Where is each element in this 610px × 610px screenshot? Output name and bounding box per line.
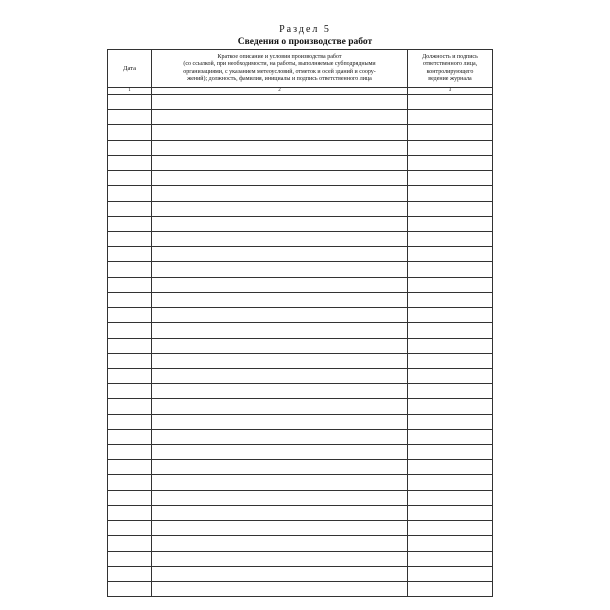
table-row bbox=[108, 536, 493, 551]
description-cell bbox=[152, 323, 408, 338]
description-cell bbox=[152, 308, 408, 323]
date-cell bbox=[108, 429, 152, 444]
description-cell bbox=[152, 521, 408, 536]
section-title: Раздел 5 bbox=[279, 24, 331, 35]
description-cell bbox=[152, 475, 408, 490]
table-row bbox=[108, 445, 493, 460]
date-cell bbox=[108, 566, 152, 581]
signature-cell bbox=[408, 247, 493, 262]
description-cell bbox=[152, 551, 408, 566]
date-cell bbox=[108, 475, 152, 490]
header-date-text: Дата bbox=[123, 64, 136, 72]
date-cell bbox=[108, 536, 152, 551]
table-row bbox=[108, 368, 493, 383]
table-row bbox=[108, 582, 493, 597]
date-cell bbox=[108, 323, 152, 338]
signature-cell bbox=[408, 262, 493, 277]
signature-cell bbox=[408, 338, 493, 353]
date-cell bbox=[108, 399, 152, 414]
table-row bbox=[108, 186, 493, 201]
description-cell bbox=[152, 201, 408, 216]
date-cell bbox=[108, 338, 152, 353]
signature-cell bbox=[408, 384, 493, 399]
signature-cell bbox=[408, 353, 493, 368]
column-number-3: 3 bbox=[408, 88, 493, 95]
signature-cell bbox=[408, 308, 493, 323]
date-cell bbox=[108, 505, 152, 520]
table-row bbox=[108, 292, 493, 307]
date-cell bbox=[108, 155, 152, 170]
date-cell bbox=[108, 582, 152, 597]
header-responsible-line-2: ответственного лица, bbox=[422, 61, 478, 68]
signature-cell bbox=[408, 323, 493, 338]
date-cell bbox=[108, 186, 152, 201]
date-cell bbox=[108, 414, 152, 429]
description-cell bbox=[152, 490, 408, 505]
signature-cell bbox=[408, 292, 493, 307]
description-cell bbox=[152, 277, 408, 292]
date-cell bbox=[108, 521, 152, 536]
table-row bbox=[108, 95, 493, 110]
date-cell bbox=[108, 110, 152, 125]
description-cell bbox=[152, 247, 408, 262]
table-row bbox=[108, 521, 493, 536]
table-row bbox=[108, 399, 493, 414]
description-cell bbox=[152, 384, 408, 399]
column-number-1: 1 bbox=[108, 88, 152, 95]
description-cell bbox=[152, 582, 408, 597]
date-cell bbox=[108, 277, 152, 292]
table-row bbox=[108, 247, 493, 262]
signature-cell bbox=[408, 475, 493, 490]
signature-cell bbox=[408, 368, 493, 383]
date-cell bbox=[108, 308, 152, 323]
signature-cell bbox=[408, 521, 493, 536]
signature-cell bbox=[408, 155, 493, 170]
description-cell bbox=[152, 414, 408, 429]
signature-cell bbox=[408, 490, 493, 505]
description-cell bbox=[152, 262, 408, 277]
table-row bbox=[108, 125, 493, 140]
date-cell bbox=[108, 231, 152, 246]
description-cell bbox=[152, 155, 408, 170]
table-row bbox=[108, 323, 493, 338]
description-cell bbox=[152, 186, 408, 201]
table-row bbox=[108, 140, 493, 155]
date-cell bbox=[108, 171, 152, 186]
table-row bbox=[108, 384, 493, 399]
description-cell bbox=[152, 353, 408, 368]
description-cell bbox=[152, 445, 408, 460]
description-cell bbox=[152, 231, 408, 246]
description-cell bbox=[152, 125, 408, 140]
description-cell bbox=[152, 460, 408, 475]
signature-cell bbox=[408, 231, 493, 246]
table-row bbox=[108, 566, 493, 581]
description-cell bbox=[152, 292, 408, 307]
header-description-line-2: (со ссылкой, при необходимости, на работы, выполняемые субподрядными bbox=[183, 61, 376, 68]
signature-cell bbox=[408, 414, 493, 429]
date-cell bbox=[108, 460, 152, 475]
date-cell bbox=[108, 95, 152, 110]
header-responsible-line-3: контролирующего bbox=[426, 68, 474, 75]
signature-cell bbox=[408, 460, 493, 475]
description-cell bbox=[152, 110, 408, 125]
signature-cell bbox=[408, 505, 493, 520]
description-cell bbox=[152, 338, 408, 353]
date-cell bbox=[108, 140, 152, 155]
date-cell bbox=[108, 262, 152, 277]
header-description-line-1: Краткое описание и условия производства работ bbox=[217, 54, 342, 61]
signature-cell bbox=[408, 171, 493, 186]
signature-cell bbox=[408, 201, 493, 216]
signature-cell bbox=[408, 110, 493, 125]
table-row bbox=[108, 171, 493, 186]
signature-cell bbox=[408, 95, 493, 110]
signature-cell bbox=[408, 186, 493, 201]
description-cell bbox=[152, 368, 408, 383]
description-cell bbox=[152, 429, 408, 444]
table-row bbox=[108, 338, 493, 353]
table-row bbox=[108, 460, 493, 475]
header-responsible-line-4: ведение журнала bbox=[428, 75, 472, 82]
description-cell bbox=[152, 216, 408, 231]
signature-cell bbox=[408, 536, 493, 551]
form-title: Сведения о производстве работ bbox=[237, 37, 373, 47]
work-log-table bbox=[107, 49, 493, 597]
signature-cell bbox=[408, 566, 493, 581]
table-row bbox=[108, 277, 493, 292]
table-row bbox=[108, 551, 493, 566]
table-row bbox=[108, 231, 493, 246]
date-cell bbox=[108, 490, 152, 505]
log-body bbox=[108, 95, 493, 597]
signature-cell bbox=[408, 445, 493, 460]
column-number-2: 2 bbox=[152, 88, 408, 95]
description-cell bbox=[152, 95, 408, 110]
table-row bbox=[108, 353, 493, 368]
signature-cell bbox=[408, 140, 493, 155]
table-row bbox=[108, 216, 493, 231]
date-cell bbox=[108, 247, 152, 262]
date-cell bbox=[108, 216, 152, 231]
date-cell bbox=[108, 551, 152, 566]
header-description-line-3: организациями, с указанием метеоусловий, отметок и осей зданий и соору- bbox=[183, 68, 376, 75]
table-row bbox=[108, 201, 493, 216]
table-row bbox=[108, 110, 493, 125]
description-cell bbox=[152, 536, 408, 551]
description-cell bbox=[152, 171, 408, 186]
description-cell bbox=[152, 566, 408, 581]
table-row bbox=[108, 475, 493, 490]
table-row bbox=[108, 262, 493, 277]
date-cell bbox=[108, 125, 152, 140]
header-description bbox=[152, 50, 408, 88]
date-cell bbox=[108, 201, 152, 216]
date-cell bbox=[108, 292, 152, 307]
date-cell bbox=[108, 368, 152, 383]
description-cell bbox=[152, 505, 408, 520]
table-row bbox=[108, 155, 493, 170]
signature-cell bbox=[408, 582, 493, 597]
description-cell bbox=[152, 399, 408, 414]
signature-cell bbox=[408, 551, 493, 566]
signature-cell bbox=[408, 277, 493, 292]
signature-cell bbox=[408, 125, 493, 140]
header-date bbox=[108, 50, 152, 88]
date-cell bbox=[108, 445, 152, 460]
signature-cell bbox=[408, 399, 493, 414]
table-row bbox=[108, 308, 493, 323]
table-row bbox=[108, 505, 493, 520]
table-row bbox=[108, 414, 493, 429]
header-description-line-4: жений); должность, фамилия, инициалы и подпись ответственного лица bbox=[187, 75, 372, 82]
table-row bbox=[108, 490, 493, 505]
signature-cell bbox=[408, 429, 493, 444]
description-cell bbox=[152, 140, 408, 155]
table-row bbox=[108, 429, 493, 444]
header-responsible-line-1: Должность и подпись bbox=[422, 54, 478, 61]
signature-cell bbox=[408, 216, 493, 231]
date-cell bbox=[108, 353, 152, 368]
column-number-row bbox=[108, 88, 493, 95]
table-header-row bbox=[108, 50, 493, 88]
header-responsible bbox=[408, 50, 493, 88]
date-cell bbox=[108, 384, 152, 399]
